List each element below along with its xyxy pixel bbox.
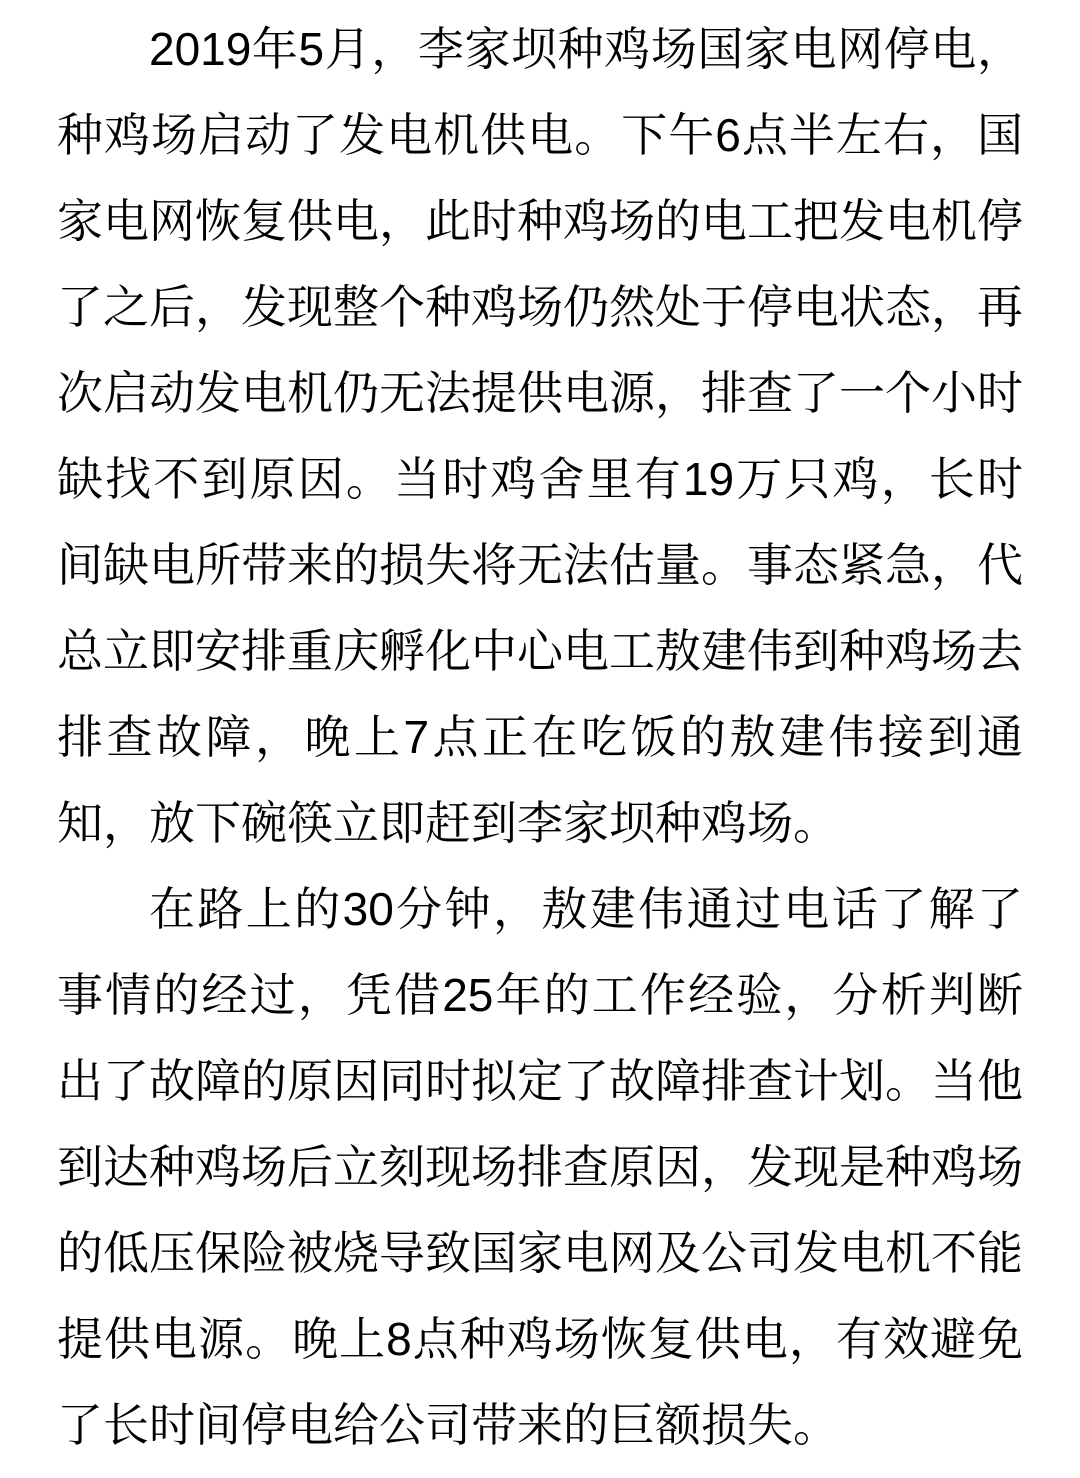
paragraph-2: 在路上的30分钟，敖建伟通过电话了解了事情的经过，凭借25年的工作经验，分析判断出了故障的原因同时拟定了故障排查计划。当他到达种鸡场后立刻现场排查原因，发现是种鸡场的低压保险被烧导致国家电网及公司发电机不能提供电源。晚上8点种鸡场恢复供电，有效避免了长时间停电给公司带来的巨额损失。 — [57, 883, 1023, 1451]
paragraph-1: 2019年5月，李家坝种鸡场国家电网停电，种鸡场启动了发电机供电。下午6点半左右，国家电网恢复供电，此时种鸡场的电工把发电机停了之后，发现整个种鸡场仍然处于停电状态，再次启动发电机仍无法提供电源，排查了一个小时缺找不到原因。当时鸡舍里有19万只鸡，长时间缺电所带来的损失将无法估量。事态紧急，代总立即安排重庆孵化中心电工敖建伟到种鸡场去排查故障，晚上7点正在吃饭的敖建伟接到通知，放下碗筷立即赶到李家坝种鸡场。 — [57, 23, 1023, 849]
